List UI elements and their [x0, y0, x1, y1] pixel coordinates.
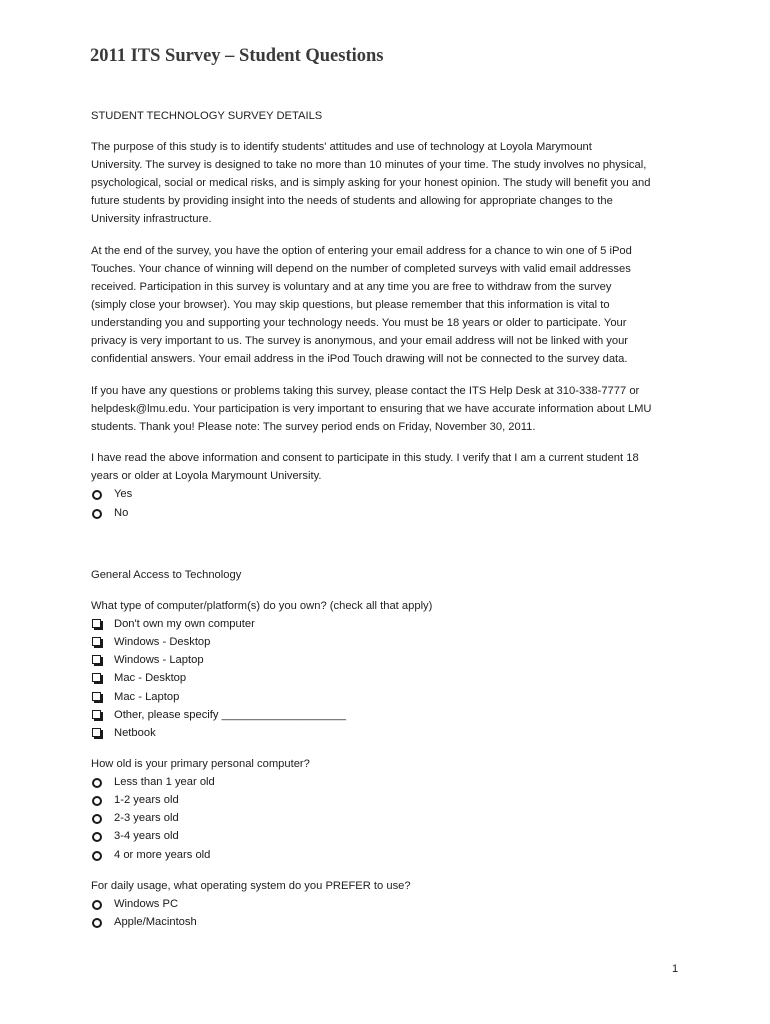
q1-question: What type of computer/platform(s) do you own? (check all that apply): [91, 600, 433, 612]
consent-text-line: I have read the above information and consent to participate in this study. I verify that I am a current student 18: [91, 452, 639, 464]
radio-icon[interactable]: [91, 487, 105, 501]
paragraph1-line: future students by providing insight into the needs of students and allowing for appropriate changes to the: [91, 195, 613, 207]
option-label: Windows - Laptop: [114, 654, 204, 666]
option-label: 1-2 years old: [114, 794, 179, 806]
radio-icon[interactable]: [91, 811, 105, 825]
checkbox-icon[interactable]: [91, 617, 105, 631]
checkbox-icon[interactable]: [91, 726, 105, 740]
paragraph1-line: University. The survey is designed to take no more than 10 minutes of your time. The study involves no physical,: [91, 159, 647, 171]
paragraph2-line: received. Participation in this survey is voluntary and at any time you are free to withdraw from the survey: [91, 281, 612, 293]
radio-icon[interactable]: [91, 775, 105, 789]
checkbox-icon[interactable]: [91, 635, 105, 649]
radio-icon[interactable]: [91, 793, 105, 807]
option-label: Windows PC: [114, 898, 179, 910]
paragraph2-line: (simply close your browser). You may skip questions, but please remember that this information is vital to: [91, 299, 610, 311]
radio-icon[interactable]: [91, 897, 105, 911]
paragraph2-line: At the end of the survey, you have the option of entering your email address for a chance to win one of 5 iPod: [91, 245, 632, 257]
consent-text-line: years or older at Loyola Marymount University.: [91, 470, 322, 482]
page-title: 2011 ITS Survey – Student Questions: [90, 46, 384, 66]
paragraph3-line: students. Thank you! Please note: The survey period ends on Friday, November 30, 2011.: [91, 421, 536, 433]
option-label: Apple/Macintosh: [114, 916, 197, 928]
paragraph3-line: If you have any questions or problems taking this survey, please contact the ITS Help Desk at 310-338-7777 or: [91, 385, 640, 397]
paragraph1-line: The purpose of this study is to identify students' attitudes and use of technology at Loyola Marymount: [91, 141, 592, 153]
radio-icon[interactable]: [91, 506, 105, 520]
paragraph2-line: privacy is very important to us. The survey is anonymous, and your email address will not be linked with your: [91, 335, 629, 347]
option-label: Windows - Desktop: [114, 636, 211, 648]
option-label: Mac - Laptop: [114, 691, 180, 703]
q2-question: How old is your primary personal computer?: [91, 758, 310, 770]
paragraph2-line: Touches. Your chance of winning will depend on the number of completed surveys with valid email addresses: [91, 263, 631, 275]
radio-icon[interactable]: [91, 829, 105, 843]
radio-icon[interactable]: [91, 915, 105, 929]
option-label: Yes: [114, 488, 133, 500]
paragraph3-line: helpdesk@lmu.edu. Your participation is very important to ensuring that we have accurate information about LMU: [91, 403, 652, 415]
paragraph2-line: confidential answers. Your email address in the iPod Touch drawing will not be connected to the survey data.: [91, 353, 628, 365]
option-label: Netbook: [114, 727, 156, 739]
checkbox-icon[interactable]: [91, 690, 105, 704]
checkbox-icon[interactable]: [91, 708, 105, 722]
paragraph1-line: psychological, social or medical risks, and is simply asking for your honest opinion. The study will benefit you and: [91, 177, 651, 189]
section-heading: General Access to Technology: [91, 569, 242, 581]
paragraph1-line: University infrastructure.: [91, 213, 212, 225]
option-label: 2-3 years old: [114, 812, 179, 824]
radio-icon[interactable]: [91, 848, 105, 862]
checkbox-icon[interactable]: [91, 671, 105, 685]
option-label: Less than 1 year old: [114, 776, 215, 788]
option-label: Other, please specify ____________________: [114, 709, 347, 721]
option-label: No: [114, 507, 129, 519]
paragraph2-line: understanding you and supporting your technology needs. You must be 18 years or older to participate. Your: [91, 317, 627, 329]
option-label: Don't own my own computer: [114, 618, 255, 630]
option-label: Mac - Desktop: [114, 672, 187, 684]
option-label: 3-4 years old: [114, 830, 179, 842]
details-heading: STUDENT TECHNOLOGY SURVEY DETAILS: [91, 110, 323, 122]
page-number: 1: [672, 963, 679, 975]
checkbox-icon[interactable]: [91, 653, 105, 667]
option-label: 4 or more years old: [114, 849, 211, 861]
q3-question: For daily usage, what operating system do you PREFER to use?: [91, 880, 411, 892]
